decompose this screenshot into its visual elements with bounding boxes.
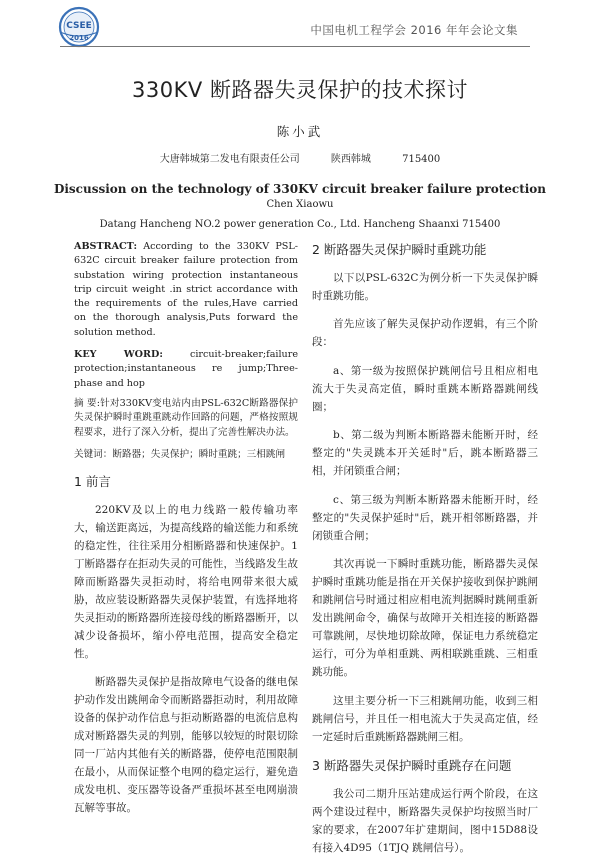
section-2-heading: 2 断路器失灵保护瞬时重跳功能 — [312, 242, 487, 257]
abstract-label: ABSTRACT: — [74, 241, 138, 252]
abstract-en — [74, 240, 298, 340]
section-1-paragraph: 220KV及以上的电力线路一般传输功率大，输送距离远，为提高线路的输送能力和系统的稳定性，往往采用分相断路器和快速保护。1 丁断路器存在拒动失灵的可能性，当线路发生故障而断路器失灵拒动时，将给电网带来很大威胁，故应装设断路器失灵保护装置，有选择地将失灵拒动的断路器所连接母线的断路器断开，以减少设备损坏，缩小停电范围，提高安全稳定性。 — [74, 503, 298, 660]
section-2-paragraph: b、第二级为判断本断路器未能断开时，经整定的"失灵跳本开关延时"后，跳本断路器三相，并闭锁重合闸； — [312, 429, 538, 477]
paper-title-en: Discussion on the technology of 330KV circuit breaker failure protection — [53, 182, 547, 196]
proceedings-title: 中国电机工程学会 2016 年年会论文集 — [310, 23, 518, 37]
section-2-paragraph: 以下以PSL-632C为例分析一下失灵保护瞬时重跳功能。 — [312, 271, 538, 302]
keywords-cn: 关键词：断路器；失灵保护；瞬时重跳；三相跳闸 — [74, 448, 286, 460]
affiliation-en: Datang Hancheng NO.2 power generation Co., Ltd. Hancheng Shaanxi 715400 — [99, 219, 501, 230]
section-3-paragraph: 我公司二期升压站建成运行两个阶段，在这两个建设过程中，断路器失灵保护均按照当时厂家的要求，在2007年扩建期间，图中15D88设有接入4D95（1TJQ 跳闸信号）。 — [312, 787, 538, 854]
section-2-paragraph: c、第三级为判断本断路器未能断开时，经整定的"失灵保护延时"后，跳开相邻断路器，并闭锁重合闸； — [312, 493, 538, 542]
abstract-text: According to the 330KV PSL-632C circuit breaker failure protection from substation wiring protection instantaneous trip circuit weight .in strict accordance with the requirements of the rules,Have carried on the thorough analysis,Puts forward the solution method. — [74, 241, 298, 338]
affiliation-postcode: 715400 — [402, 154, 441, 165]
section-2-paragraph: 其次再说一下瞬时重跳功能，断路器失灵保护瞬时重跳功能是指在开关保护接收到保护跳闸和跳闸信号时通过相应相电流判据瞬时跳闸重新发出跳闸命令，确保与故障开关相连接的断路器可靠跳闸，尽快地切除故障，保证电力系统稳定运行，可分为单相重跳、两相联跳重跳、三相重跳功能。 — [312, 558, 538, 678]
keywords-label: KEY WORD: — [74, 349, 163, 361]
csee-logo-icon — [48, 6, 110, 48]
keywords-en — [74, 348, 298, 391]
section-2-paragraph: a、第一级为按照保护跳闸信号且相应相电流大于失灵高定值，瞬时重跳本断路器跳闸线圈； — [312, 364, 538, 413]
section-1-heading: 1 前言 — [74, 474, 111, 490]
affiliation-location: 陕西韩城 — [330, 154, 371, 165]
section-2-paragraph: 这里主要分析一下三相跳闸功能，收到三相跳闸信号，并且任一相电流大于失灵高定值，经一定延时后重跳断路器跳闸三相。 — [312, 694, 538, 743]
right-column — [312, 240, 538, 867]
paper-title-cn: 330KV 断路器失灵保护的技术探讨 — [132, 78, 468, 102]
author-cn: 陈小武 — [276, 124, 324, 139]
affiliation-org: 大唐韩城第二发电有限责任公司 — [159, 154, 300, 165]
logo-text-top: CSEE — [66, 21, 92, 31]
section-3-heading: 3 断路器失灵保护瞬时重跳存在问题 — [312, 758, 512, 773]
logo-text-bottom: 2016 — [69, 34, 89, 42]
section-1-paragraph: 断路器失灵保护是指故障电气设备的继电保护动作发出跳闸命令而断路器拒动时，利用故障设备的保护动作信息与拒动断路器的电流信息构成对断路器失灵的判别，能够以较短的时限切除同一厂站内其他有关的断路器，使停电范围限制在最小，从而保证整个电网的稳定运行，避免造成发电机、变压器等设备严重损坏甚至电网崩溃瓦解等事故。 — [74, 676, 298, 815]
page-header — [0, 0, 600, 52]
affiliation-cn — [0, 150, 600, 165]
abstract-cn: 摘 要:针对330KV变电站内由PSL-632C断路器保护失灵保护瞬时重跳重跳动作回路的问题，严格按照规程要求，进行了深入分析，提出了完善性解决办法。 — [74, 397, 298, 438]
author-en: Chen Xiaowu — [266, 199, 334, 210]
left-column — [74, 240, 298, 828]
keywords-text: circuit-breaker;failure protection;instantaneous re jump;Three-phase and hop — [74, 349, 298, 389]
section-2-paragraph: 首先应该了解失灵保护动作逻辑，有三个阶段： — [312, 318, 538, 348]
header-rule — [60, 46, 530, 47]
